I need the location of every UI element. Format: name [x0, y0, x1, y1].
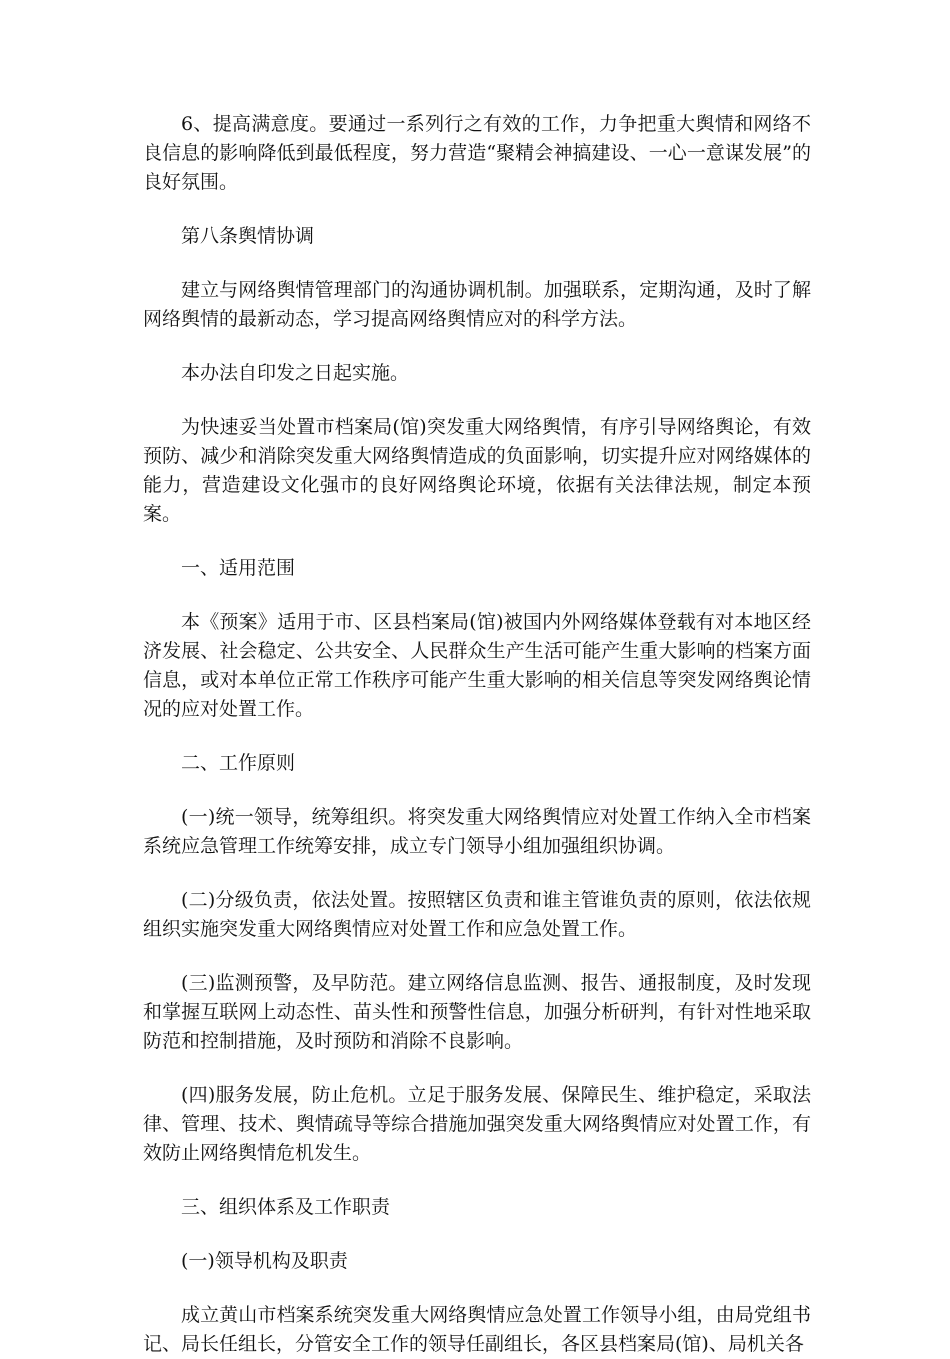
- heading-scope: 一、适用范围: [181, 557, 296, 579]
- heading-leadership: (一)领导机构及职责: [181, 1250, 348, 1272]
- paragraph-scope: 本《预案》适用于市、区县档案局(馆)被国内外网络媒体登载有对本地区经济发展、社会稳定、公共安全、人民群众生产生活可能产生重大影响的档案方面信息，或对本单位正常工作秩序可能产生重大影响的相关信息等突发网络舆论情况的应对处置工作。: [143, 611, 811, 720]
- heading-principles: 二、工作原则: [181, 752, 296, 774]
- heading-article-8: 第八条舆情协调: [181, 225, 315, 247]
- paragraph-principle-2: (二)分级负责，依法处置。按照辖区负责和谁主管谁负责的原则，依法依规组织实施突发重大网络舆情应对处置工作和应急处置工作。: [143, 889, 811, 940]
- paragraph-coordination: 建立与网络舆情管理部门的沟通协调机制。加强联系，定期沟通，及时了解网络舆情的最新动态，学习提高网络舆情应对的科学方法。: [143, 279, 811, 330]
- heading-organization: 三、组织体系及工作职责: [181, 1196, 391, 1218]
- paragraph-principle-4: (四)服务发展，防止危机。立足于服务发展、保障民生、维护稳定，采取法律、管理、技术、舆情疏导等综合措施加强突发重大网络舆情应对处置工作，有效防止网络舆情危机发生。: [143, 1084, 811, 1164]
- paragraph-satisfaction: 6、提高满意度。要通过一系列行之有效的工作，力争把重大舆情和网络不良信息的影响降低到最低程度，努力营造“聚精会神搞建设、一心一意谋发展”的良好氛围。: [143, 113, 811, 193]
- document-body: [143, 110, 811, 1359]
- paragraph-preamble: 为快速妥当处置市档案局(馆)突发重大网络舆情，有序引导网络舆论，有效预防、减少和消除突发重大网络舆情造成的负面影响，切实提升应对网络媒体的能力，营造建设文化强市的良好网络舆论环境，依据有关法律法规，制定本预案。: [143, 416, 811, 525]
- paragraph-leadership-group: 成立黄山市档案系统突发重大网络舆情应急处置工作领导小组，由局党组书记、局长任组长，分管安全工作的领导任副组长，各区县档案局(馆)、局机关各: [143, 1304, 811, 1355]
- paragraph-effective-date: 本办法自印发之日起实施。: [181, 362, 410, 384]
- paragraph-principle-3: (三)监测预警，及早防范。建立网络信息监测、报告、通报制度，及时发现和掌握互联网上动态性、苗头性和预警性信息，加强分析研判，有针对性地采取防范和控制措施，及时预防和消除不良影响。: [143, 972, 811, 1052]
- paragraph-principle-1: (一)统一领导，统筹组织。将突发重大网络舆情应对处置工作纳入全市档案系统应急管理工作统筹安排，成立专门领导小组加强组织协调。: [143, 806, 811, 857]
